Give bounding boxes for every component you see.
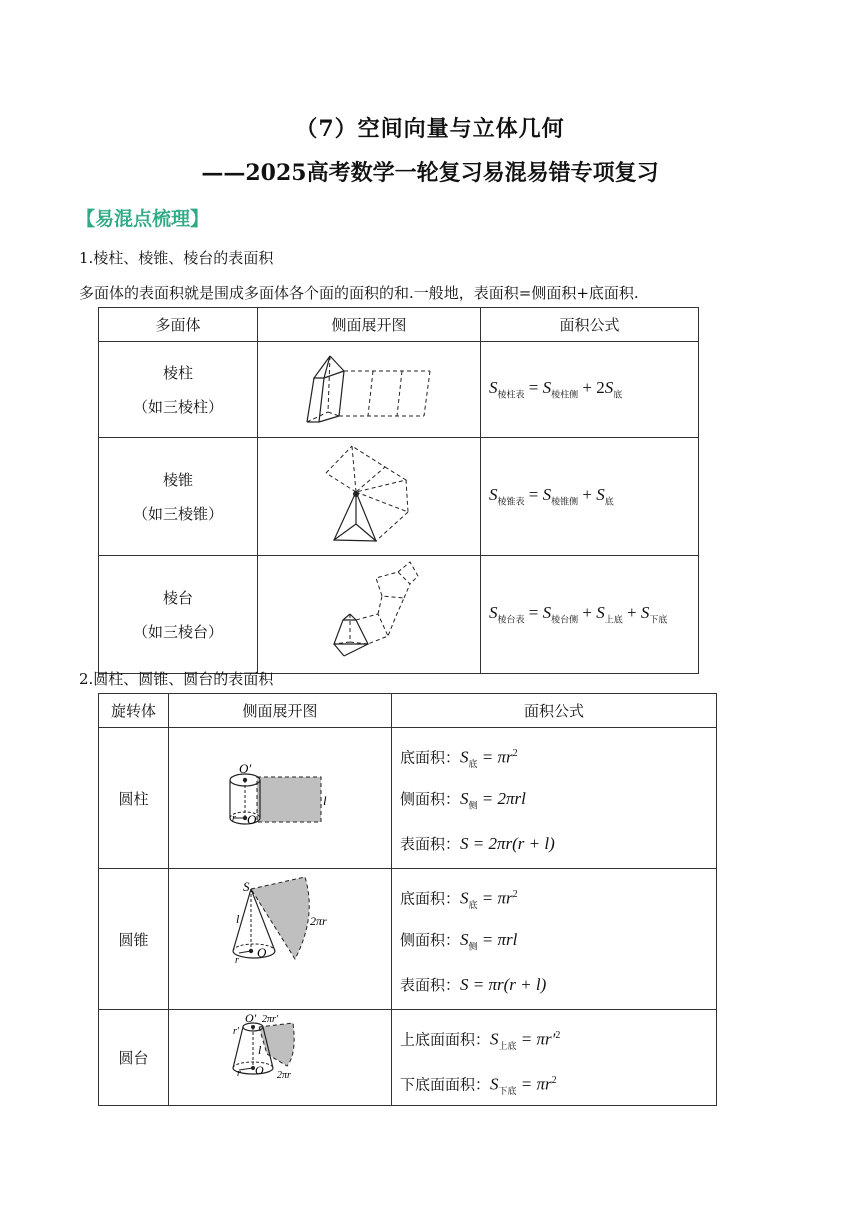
solids-of-revolution-table [98, 693, 717, 1106]
t2-row2-name: 圆台 [99, 1010, 169, 1106]
t2-row0-name: 圆柱 [99, 728, 169, 869]
t1-row0-name: 棱柱 [162, 363, 193, 382]
frustum-cone-net-figure [169, 1010, 392, 1106]
t1-row0-formula: $S_{棱柱表} = S_{棱柱侧} + 2S_底$ [489, 378, 623, 401]
t1-row0-example: （如三棱柱） [132, 397, 223, 416]
table-row [99, 342, 699, 438]
t2-row1-name: 圆锥 [99, 869, 169, 1010]
t2-header-1: 侧面展开图 [169, 694, 392, 728]
t1-header-1: 侧面展开图 [258, 308, 481, 342]
table-row [99, 556, 699, 674]
table-row [99, 438, 699, 556]
t1-row1-formula: $S_{棱锥表} = S_{棱锥侧} + S_底$ [489, 485, 614, 508]
svg-text:l: l [236, 912, 240, 926]
t2-row2-line2: 下底面面积：$S_{下底} = \pi r^2$ [400, 1074, 557, 1097]
table-row [99, 728, 717, 869]
svg-text:l: l [323, 793, 327, 808]
t1-row2-formula: $S_{棱台表} = S_{棱台侧} + S_{上底} + S_{下底}$ [489, 603, 668, 626]
svg-text:r′: r′ [233, 1026, 240, 1037]
section-tag: 【易混点梳理】 [76, 208, 210, 230]
t1-header-0: 多面体 [99, 308, 258, 342]
cylinder-net-figure [169, 728, 392, 869]
svg-text:l: l [258, 1043, 262, 1057]
p2-heading: 2.圆柱、圆锥、圆台的表面积 [79, 670, 274, 688]
t2-header-0: 旋转体 [99, 694, 169, 728]
svg-text:O: O [247, 812, 257, 827]
t2-row0-line3: 表面积：S = 2πr(r + l) [400, 833, 555, 853]
svg-text:r: r [237, 1068, 241, 1079]
t1-row2-name: 棱台 [162, 588, 193, 607]
svg-text:O: O [255, 1063, 264, 1077]
svg-text:2πr: 2πr [277, 1070, 291, 1081]
prism-net-figure [258, 342, 481, 438]
t2-row2-line1: 上底面面积：$S_{上底} = \pi r'^2$ [400, 1029, 561, 1052]
table-row [99, 869, 717, 1010]
t2-row1-line3: 表面积：S = πr(r + l) [400, 974, 547, 994]
t1-row1-name: 棱锥 [162, 470, 193, 489]
t2-header-2: 面积公式 [392, 694, 717, 728]
svg-text:r: r [235, 955, 239, 966]
t2-row0-line2: 侧面积：$S_侧 = 2\pi rl$ [400, 788, 526, 811]
cone-net-figure [169, 869, 392, 1010]
svg-text:2πr: 2πr [310, 914, 327, 928]
svg-text:S: S [243, 879, 250, 894]
p1-heading: 1.棱柱、棱锥、棱台的表面积 [79, 249, 274, 267]
t2-row1-line2: 侧面积：$S_侧 = \pi rl$ [400, 929, 518, 952]
t1-row2-example: （如三棱台） [132, 622, 223, 641]
pyramid-net-figure [258, 438, 481, 556]
t1-row1-example: （如三棱锥） [132, 504, 223, 523]
table-row [99, 1010, 717, 1106]
t2-row1-line1: 底面积：$S_底 = \pi r^2$ [400, 888, 518, 911]
title-line2: ——2025高考数学一轮复习易混易错专项复习 [201, 160, 659, 186]
svg-text:O: O [257, 945, 267, 960]
p1-text: 多面体的表面积就是围成多面体各个面的面积的和.一般地，表面积=侧面积+底面积. [79, 284, 639, 302]
svg-text:O′: O′ [245, 1011, 257, 1025]
polyhedra-table [98, 307, 699, 674]
svg-text:O′: O′ [239, 761, 252, 776]
frustum-net-figure [258, 556, 481, 674]
title-line1: （7）空间向量与立体几何 [295, 116, 565, 142]
t2-row0-line1: 底面积：$S_底 = \pi r^2$ [400, 747, 518, 770]
t1-header-2: 面积公式 [481, 308, 699, 342]
svg-text:2πr′: 2πr′ [262, 1014, 279, 1025]
svg-text:r: r [232, 813, 236, 824]
